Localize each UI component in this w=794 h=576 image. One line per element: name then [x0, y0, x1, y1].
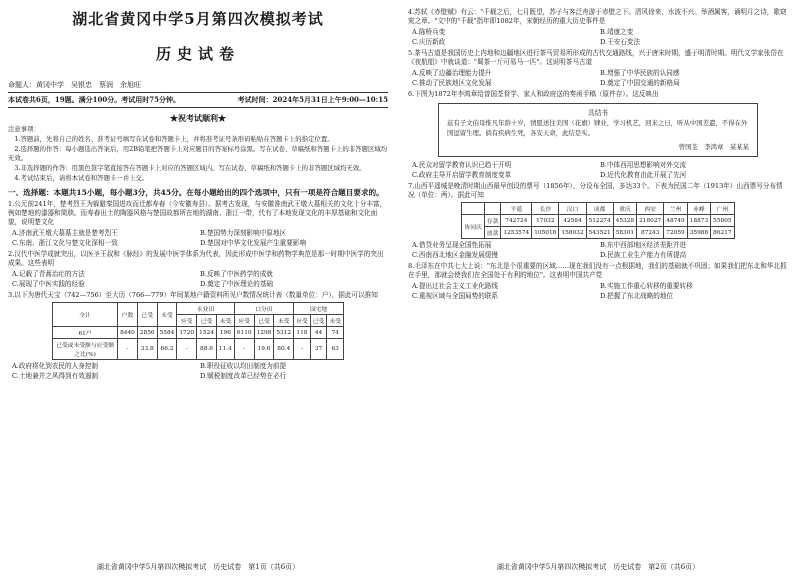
option: A.陈桥兵变	[412, 28, 446, 36]
table-cell: 1720	[177, 327, 197, 339]
table-cell: 11.4	[216, 339, 234, 360]
option: C.展现了中医实践的经验	[12, 279, 85, 288]
table-cell: 1524	[197, 327, 217, 339]
option: C.庆历新政	[412, 37, 446, 46]
table-cell: 永业田	[177, 303, 234, 315]
question-4-options	[408, 28, 788, 47]
note-line: 1.答题前，先将自己的姓名、准考证号填写在试卷和答题卡上，并将准考证号条形码粘贴在答题卡上的指定位置。	[14, 135, 334, 143]
bank-table	[461, 202, 734, 239]
section-heading: 一、选择题：本题共15小题，每小题3分，共45分。在每小题给出的四个选项中，只有一项是符合题目要求的。	[8, 188, 384, 197]
letter-signature: 曾国荃 李鸿章 某某某	[678, 143, 749, 151]
land-table	[52, 302, 344, 360]
question-6-options	[408, 161, 788, 180]
table-cell: 158032	[559, 227, 586, 239]
table-cell	[462, 203, 484, 215]
page-footer-right: 湖北省黄冈中学5月第四次模拟考试 历史试卷 第2页（共6页）	[496, 563, 700, 571]
right-page	[408, 0, 788, 576]
option: C.推动了民族地区文化发展	[412, 78, 492, 87]
table-cell: 重庆	[613, 203, 636, 215]
table-cell: 35988	[687, 227, 710, 239]
table-cell: 55805	[711, 215, 734, 227]
letter-title: 具结书	[588, 109, 608, 117]
table-cell: 8440	[118, 327, 138, 339]
option: B.实施工作重心转移的重要转移	[600, 282, 693, 290]
option: A.借贷业务呈现全国性拓展	[412, 241, 492, 249]
table-cell: 兰州	[664, 203, 687, 215]
table-cell: 58301	[613, 227, 636, 239]
table-cell: 42584	[559, 215, 586, 227]
table-cell: 37	[310, 339, 327, 360]
option: C.东南、浙江文化与楚文化深相一致	[12, 238, 118, 247]
option: A.记载了青蒿治疟的方法	[12, 270, 85, 278]
question-3: 3.以下为唐代天宝（742—756）至大历（766—779）年间某地户籍资料所见户数情况统计表（数量单位：户），据此可以推知	[8, 291, 378, 299]
option: C.政府主导开启留学教育制度变革	[412, 170, 512, 179]
table-cell: 66.2	[157, 339, 177, 360]
table-cell: 88.6	[197, 339, 217, 360]
option: B.东中西部地区经济差距并进	[600, 241, 687, 249]
option: B.职役征收以均田制度为前提	[200, 362, 287, 370]
left-page	[8, 0, 388, 576]
question-8-options	[408, 282, 788, 301]
question-8: 8.毛泽东在中共七大上说："东北是个很重要的区域……现在我们没有一点根据地，我们的基础就不巩固；如果我们把东北和华北抓在手里，那就会使我们在全国处于有利的地位"。这表明中国共产党	[408, 262, 787, 279]
table-cell: 5584	[157, 327, 177, 339]
letter-image	[438, 103, 758, 157]
table-cell: 118	[294, 327, 311, 339]
table-row	[53, 327, 344, 339]
table-cell: 45328	[613, 215, 636, 227]
exam-title: 湖北省黄冈中学5月第四次模拟考试	[72, 10, 324, 28]
table-header-row	[462, 203, 734, 215]
option: A.政府将化到农民的人身控制	[12, 362, 98, 370]
exam-subtitle: 历史试卷	[155, 45, 240, 63]
question-5: 5.茶马古道是我国历史上内地和边疆地区进行茶马贸易所形成的古代交通路线，兴于唐宋时期，盛于明清时期。明代文学家张岱在《夜航船》中就谈道："蜀茶一斤可易马一匹"。这说明茶马古道	[408, 49, 784, 66]
table-cell: 105018	[532, 227, 559, 239]
table-row	[462, 215, 734, 227]
exam-info-right: 考试时间：2024年5月31日上午9:00—10:15	[237, 95, 388, 104]
question-7: 7.山西平遥城是晚清时期山西最早创设的票号（1856年），分设布全国，多达33个。下表为民国二年（1913年）山西票号分布情况（单位：两）。据此可知	[408, 182, 783, 199]
table-cell: 长沙	[532, 203, 559, 215]
table-cell: 543521	[586, 227, 613, 239]
table-cell: 33.8	[137, 339, 157, 360]
option: D.近代化教育由此开展了先河	[600, 170, 687, 179]
table-cell: 西安	[637, 203, 664, 215]
table-cell: 汉口	[559, 203, 586, 215]
table-cell: 应受	[234, 315, 254, 327]
note-line: 注意事项：	[8, 125, 40, 133]
table-cell: 已受或未受额与应受额之比(%)	[53, 339, 118, 360]
table-cell: 已受	[137, 303, 157, 327]
option: D.赋税制度改革已经势在必行	[200, 371, 287, 380]
table-cell: 87243	[637, 227, 664, 239]
notes-block	[8, 125, 388, 183]
option: D.把握了东北战略的地位	[600, 291, 674, 300]
option: C.土地兼并之风得到有效遏制	[12, 371, 99, 380]
table-cell: 赤峰	[687, 203, 710, 215]
table-cell: 未受	[157, 303, 177, 327]
authors-line: 命题人：黄冈中学 吴银忠 蔡润 余旭旺	[8, 81, 141, 89]
table-cell: -	[177, 339, 197, 360]
table-cell: 17032	[532, 215, 559, 227]
question-7-options	[408, 241, 788, 260]
note-line: 2.选择题的作答：每小题选出答案后，用2B铅笔把答题卡上对应题目的答案标号涂黑。写在试卷、草稿纸和答题卡上的非答题区域均无效。	[8, 145, 388, 162]
table-cell: 44	[310, 327, 327, 339]
question-1-options	[8, 229, 388, 248]
table-cell: 放款	[484, 227, 501, 239]
option: A.提出过社会主义工业化路线	[412, 282, 498, 290]
table-cell: 全计	[53, 303, 118, 327]
option: B.靖康之变	[600, 28, 634, 36]
table-cell: 1253574	[501, 227, 532, 239]
table-cell: 已受	[254, 315, 274, 327]
option: C.西南西北地区金融发展缓慢	[412, 250, 499, 259]
table-cell: 742724	[501, 215, 532, 227]
table-cell: 63	[327, 339, 344, 360]
option: D.王安石变法	[600, 37, 641, 46]
table-cell: 19.6	[254, 339, 274, 360]
table-cell: 1298	[254, 327, 274, 339]
table-cell: 512274	[586, 215, 613, 227]
note-line: 4.考试结束后，请将本试卷和答题卡一并上交。	[14, 174, 149, 182]
exam-info-left: 本试卷共6页，19题。满分100分。考试用时75分钟。	[8, 95, 180, 104]
table-cell: 存款	[484, 215, 501, 227]
table-cell: -	[234, 339, 254, 360]
table-cell: 已受	[197, 315, 217, 327]
option: A.济南武王墩大墓墓主就是楚考烈王	[12, 229, 118, 237]
exam-info	[8, 92, 388, 108]
table-header-row	[53, 303, 344, 315]
option: B.楚国势力深刻影响中原地区	[200, 229, 287, 237]
page-footer-left: 湖北省黄冈中学5月第四次模拟考试 历史试卷 第1页（共6页）	[96, 563, 300, 571]
table-cell: 2856	[137, 327, 157, 339]
letter-body: 兹有子文伯母惟凡年龄十岁，情愿送往美国（花旗）肄业，学习机艺，回来之日，听从中国差遣，不得在外国逗留生理。倘有疾病生死，各安天命，此结是实。	[447, 119, 748, 137]
notice-title: ★祝考试顺利★	[170, 113, 226, 123]
table-cell: 口分田	[234, 303, 293, 315]
option: D.民族工业生产能力有所提高	[600, 250, 687, 259]
question-6: 6.下图为1872年李鸿章给曾国荃督学、家人和政府送的奏函手稿（原件存）。这反映出	[408, 90, 659, 98]
table-cell: -	[294, 339, 311, 360]
option: B.中体西用思想影响对外交流	[600, 161, 687, 169]
table-cell: 6110	[234, 327, 254, 339]
option: A.反映了边疆治理能力提升	[412, 69, 492, 77]
option: D.奠定了中医理论的基础	[200, 279, 274, 288]
question-4: 4.苏轼《赤壁赋》有云："千载之后，七月既望，苏子与客泛舟游于赤壁之下。清风徐来，水波不兴。举酒属客，诵明月之诗，歌窈窕之章。"文中的"千载"指年即1082年，宋朝经历的重大历史事件是	[408, 8, 787, 25]
table-cell: 成都	[586, 203, 613, 215]
table-cell: 72059	[664, 227, 687, 239]
option: A.民众对留学教育认识已趋于开明	[412, 161, 512, 169]
table-row	[53, 339, 344, 360]
table-cell: 5312	[274, 327, 294, 339]
table-cell: 196	[216, 327, 234, 339]
table-cell: 48749	[664, 215, 687, 227]
option: B.反映了中医药学的成就	[200, 270, 273, 278]
option: D.楚国对中华文化发展产生重要影响	[200, 238, 307, 247]
table-cell: 应受	[177, 315, 197, 327]
table-cell: 86217	[711, 227, 734, 239]
table-cell: 未受	[327, 315, 344, 327]
table-cell: 广州	[711, 203, 734, 215]
question-2: 2.汉代中医学成就突出，以医圣王叔和《脉经》的发展中医学体系为代表，因此形成中医学和药物学典范是那一时期中医学的突出成果。这些表明	[8, 250, 384, 267]
question-1: 1.公元前241年，楚考烈王为躲避秦国进攻而迁都寿春（今安徽寿县）。据考古发现，与安徽淮南武王墩大墓相关的文化十分丰富，例如楚地的漆器和简牍。而寿春出土的陶器风格与楚国故都所在地的湖南、浙江一带，代有了本地发现文化的丰厚基础和文化面貌，说明楚文化	[8, 200, 387, 226]
table-cell: -	[118, 339, 138, 360]
question-5-options	[408, 69, 788, 88]
table-cell: 园宅地	[294, 303, 344, 315]
table-cell	[484, 203, 501, 215]
table-cell: 未受	[274, 315, 294, 327]
question-3-options	[8, 362, 388, 381]
option: B.增强了中华民族的认同感	[600, 69, 680, 77]
table-cell: 61户	[53, 327, 118, 339]
table-cell: 应受	[294, 315, 311, 327]
table-cell: 未受	[216, 315, 234, 327]
table-cell: 80.4	[274, 339, 294, 360]
table-cell: 平遥	[501, 203, 532, 215]
table-cell: 74	[327, 327, 344, 339]
option: C.重视区域与全国局势的联系	[412, 291, 499, 300]
question-2-options	[8, 270, 388, 289]
option: D.奠定了中国交通的新格局	[600, 78, 680, 87]
note-line: 3.非选择题的作答：用黑色签字笔直接答在答题卡上对应的答题区域内。写在试卷、草稿纸和答题卡上的非答题区域均无效。	[14, 164, 366, 172]
table-cell: 218027	[637, 215, 664, 227]
table-row	[462, 227, 734, 239]
table-cell: 18873	[687, 215, 710, 227]
table-cell: 户数	[118, 303, 138, 327]
table-cell: 协同庆	[462, 215, 484, 239]
table-cell: 已受	[310, 315, 327, 327]
